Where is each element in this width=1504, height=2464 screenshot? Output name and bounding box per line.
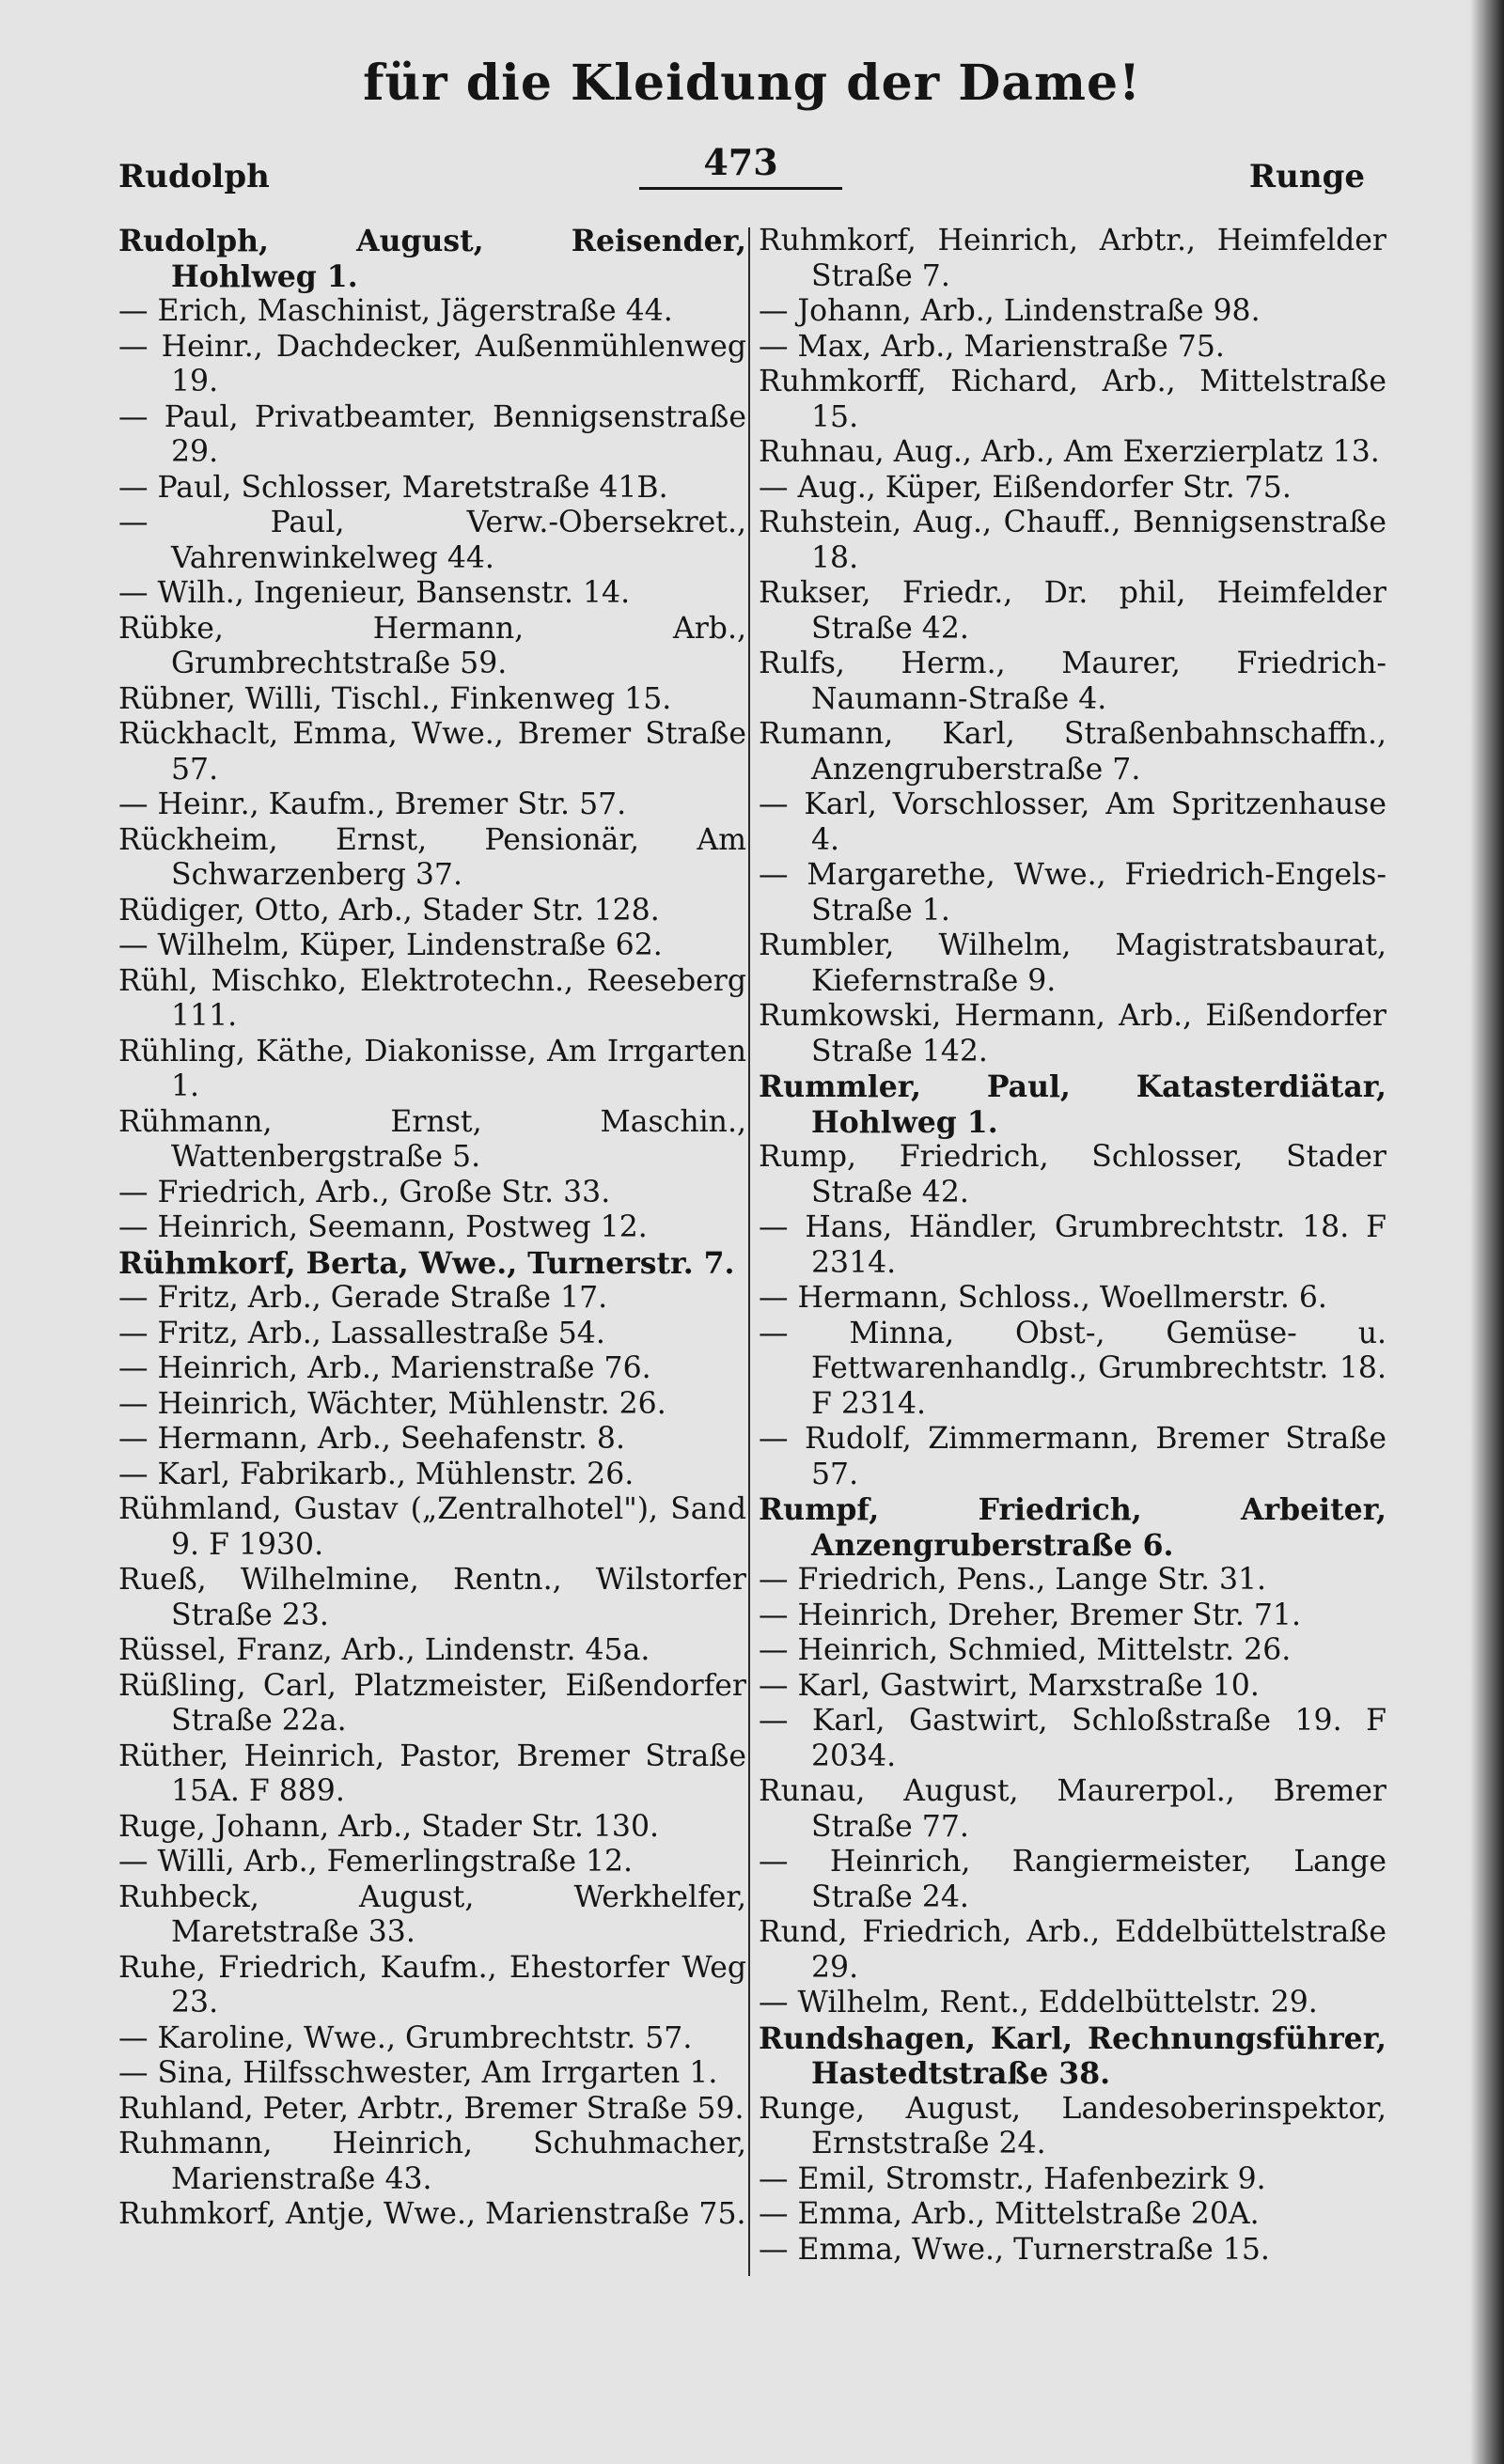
directory-entry: — Fritz, Arb., Gerade Straße 17. <box>118 1281 608 1315</box>
directory-entry: — Heinrich, Dreher, Bremer Str. 71. <box>759 1598 1301 1632</box>
directory-entry: — Heinrich, Rangiermeister, Lange Straße 24. <box>759 1845 1386 1914</box>
directory-entry: — Karl, Gastwirt, Marxstraße 10. <box>759 1668 1260 1703</box>
directory-entry: Rumbler, Wilhelm, Magistratsbaurat, Kiefernstraße 9. <box>759 928 1386 998</box>
page-number: 473 <box>639 141 842 190</box>
directory-entry: — Wilhelm, Küper, Lindenstraße 62. <box>118 928 663 962</box>
directory-entry: — Hermann, Schloss., Woellmerstr. 6. <box>759 1281 1327 1315</box>
directory-entry: — Willi, Arb., Femerlingstraße 12. <box>118 1845 634 1879</box>
directory-entry: Ruhmkorf, Heinrich, Arbtr., Heimfelder Straße 7. <box>759 224 1386 293</box>
directory-entry: Rübner, Willi, Tischl., Finkenweg 15. <box>118 681 672 716</box>
directory-entry: Rumkowski, Hermann, Arb., Eißendorfer Straße 142. <box>759 999 1386 1068</box>
running-head-left: Rudolph <box>118 158 270 195</box>
directory-entry: Ruhbeck, August, Werkhelfer, Maretstraße 33. <box>118 1879 746 1949</box>
directory-entry: — Hans, Händler, Grumbrechtstr. 18. F 2314. <box>759 1210 1386 1280</box>
directory-entry: — Friedrich, Pens., Lange Str. 31. <box>759 1563 1267 1597</box>
directory-entry: Rudolph, August, Reisender, Hohlweg 1. <box>118 224 746 294</box>
directory-entry: — Emil, Stromstr., Hafenbezirk 9. <box>759 2161 1266 2196</box>
directory-entry: — Hermann, Arb., Seehafenstr. 8. <box>118 1422 625 1456</box>
directory-entry: Rühl, Mischko, Elektrotechn., Reeseberg 111. <box>118 963 746 1033</box>
directory-entry: — Karl, Vorschlosser, Am Spritzenhause 4. <box>759 788 1386 857</box>
directory-entry: Rühling, Käthe, Diakonisse, Am Irrgarten 1. <box>118 1034 746 1103</box>
directory-entry: Rüdiger, Otto, Arb., Stader Str. 128. <box>118 893 660 928</box>
directory-entry: Ruge, Johann, Arb., Stader Str. 130. <box>118 1809 659 1844</box>
directory-entry: Rummler, Paul, Katasterdiätar, Hohlweg 1. <box>759 1069 1386 1140</box>
directory-entry: — Margarethe, Wwe., Friedrich-Engels-Straße 1. <box>759 858 1386 928</box>
directory-entry: — Heinr., Dachdecker, Außenmühlenweg 19. <box>118 329 746 398</box>
directory-entry: — Karoline, Wwe., Grumbrechtstr. 57. <box>118 2020 693 2055</box>
directory-entry: Rüssel, Franz, Arb., Lindenstr. 45a. <box>118 1633 650 1667</box>
directory-entry: — Paul, Privatbeamter, Bennigsenstraße 29. <box>118 399 746 469</box>
directory-entry: — Paul, Verw.-Obersekret., Vahrenwinkelweg 44. <box>118 506 746 575</box>
directory-entry: Rumpf, Friedrich, Arbeiter, Anzengruberstraße 6. <box>759 1492 1386 1563</box>
directory-entry: Rühmkorf, Berta, Wwe., Turnerstr. 7. <box>118 1245 735 1281</box>
directory-entry: — Minna, Obst-, Gemüse- u. Fettwarenhandlg., Grumbrechtstr. 18. F 2314. <box>759 1316 1386 1421</box>
page-edge-shadow <box>1470 0 1504 2464</box>
directory-entry: Rühmland, Gustav („Zentralhotel"), Sand 9. F 1930. <box>118 1492 746 1562</box>
directory-entry: — Fritz, Arb., Lassallestraße 54. <box>118 1316 605 1350</box>
directory-entry: — Heinrich, Schmied, Mittelstr. 26. <box>759 1633 1292 1667</box>
directory-entry: Ruhmkorf, Antje, Wwe., Marienstraße 75. <box>118 2197 746 2231</box>
directory-entry: Rübke, Hermann, Arb., Grumbrechtstraße 59. <box>118 611 746 680</box>
advertisement-headline: für die Kleidung der Dame! <box>363 55 1141 112</box>
directory-entry: Rulfs, Herm., Maurer, Friedrich-Naumann-Straße 4. <box>759 647 1386 716</box>
directory-entry: — Emma, Arb., Mittelstraße 20A. <box>759 2197 1260 2231</box>
directory-entry: Rumann, Karl, Straßenbahnschaffn., Anzengruberstraße 7. <box>759 717 1386 787</box>
directory-entry: Rühmann, Ernst, Maschin., Wattenbergstraße 5. <box>118 1104 746 1174</box>
directory-entry: Rückhaclt, Emma, Wwe., Bremer Straße 57. <box>118 717 746 787</box>
directory-entry: Rukser, Friedr., Dr. phil, Heimfelder Straße 42. <box>759 576 1386 646</box>
directory-entry: — Rudolf, Zimmermann, Bremer Straße 57. <box>759 1422 1386 1491</box>
directory-entry: Runge, August, Landesoberinspektor, Ernststraße 24. <box>759 2091 1386 2160</box>
directory-entry: Ruhmkorff, Richard, Arb., Mittelstraße 15. <box>759 365 1386 434</box>
directory-entry: Rundshagen, Karl, Rechnungsführer, Hastedtstraße 38. <box>759 2020 1386 2091</box>
directory-entry: — Paul, Schlosser, Maretstraße 41B. <box>118 470 668 505</box>
directory-entry: — Friedrich, Arb., Große Str. 33. <box>118 1175 611 1209</box>
directory-entry: — Aug., Küper, Eißendorfer Str. 75. <box>759 470 1292 505</box>
column-divider <box>748 227 750 2276</box>
directory-entry: Ruhland, Peter, Arbtr., Bremer Straße 59. <box>118 2091 744 2126</box>
running-head-right: Runge <box>1248 158 1365 195</box>
directory-entry: Rueß, Wilhelmine, Rentn., Wilstorfer Straße 23. <box>118 1563 746 1632</box>
directory-entry: — Karl, Gastwirt, Schloßstraße 19. F 2034. <box>759 1704 1386 1773</box>
directory-entry: — Karl, Fabrikarb., Mühlenstr. 26. <box>118 1457 634 1491</box>
directory-entry: Rüßling, Carl, Platzmeister, Eißendorfer Straße 22a. <box>118 1668 746 1738</box>
directory-entry: Rund, Friedrich, Arb., Eddelbüttelstraße 29. <box>759 1915 1386 1985</box>
directory-entry: — Heinrich, Seemann, Postweg 12. <box>118 1210 648 1244</box>
directory-entry: Ruhmann, Heinrich, Schuhmacher, Marienstraße 43. <box>118 2127 746 2196</box>
directory-entry: Rüther, Heinrich, Pastor, Bremer Straße 15A. F 889. <box>118 1739 746 1808</box>
directory-entry: — Erich, Maschinist, Jägerstraße 44. <box>118 294 673 328</box>
directory-entry: — Wilh., Ingenieur, Bansenstr. 14. <box>118 576 631 610</box>
directory-entry: Rump, Friedrich, Schlosser, Stader Straße 42. <box>759 1140 1386 1209</box>
directory-entry: Runau, August, Maurerpol., Bremer Straße 77. <box>759 1774 1386 1844</box>
directory-entry: Ruhe, Friedrich, Kaufm., Ehestorfer Weg 23. <box>118 1950 746 2020</box>
directory-entry: Ruhnau, Aug., Arb., Am Exerzierplatz 13. <box>759 435 1380 469</box>
directory-entry: — Emma, Wwe., Turnerstraße 15. <box>759 2232 1270 2267</box>
directory-entry: — Max, Arb., Marienstraße 75. <box>759 329 1225 364</box>
right-column <box>759 224 1386 2268</box>
directory-entry: — Heinr., Kaufm., Bremer Str. 57. <box>118 788 627 821</box>
directory-entry: — Wilhelm, Rent., Eddelbüttelstr. 29. <box>759 1986 1318 2020</box>
directory-entry: Rückheim, Ernst, Pensionär, Am Schwarzenberg 37. <box>118 822 746 892</box>
directory-entry: — Heinrich, Wächter, Mühlenstr. 26. <box>118 1386 666 1421</box>
directory-entry: Ruhstein, Aug., Chauff., Bennigsenstraße 18. <box>759 506 1386 575</box>
directory-entry: — Heinrich, Arb., Marienstraße 76. <box>118 1351 651 1385</box>
directory-entry: — Johann, Arb., Lindenstraße 98. <box>759 294 1261 328</box>
left-column <box>118 224 746 2233</box>
directory-entry: — Sina, Hilfsschwester, Am Irrgarten 1. <box>118 2056 718 2090</box>
